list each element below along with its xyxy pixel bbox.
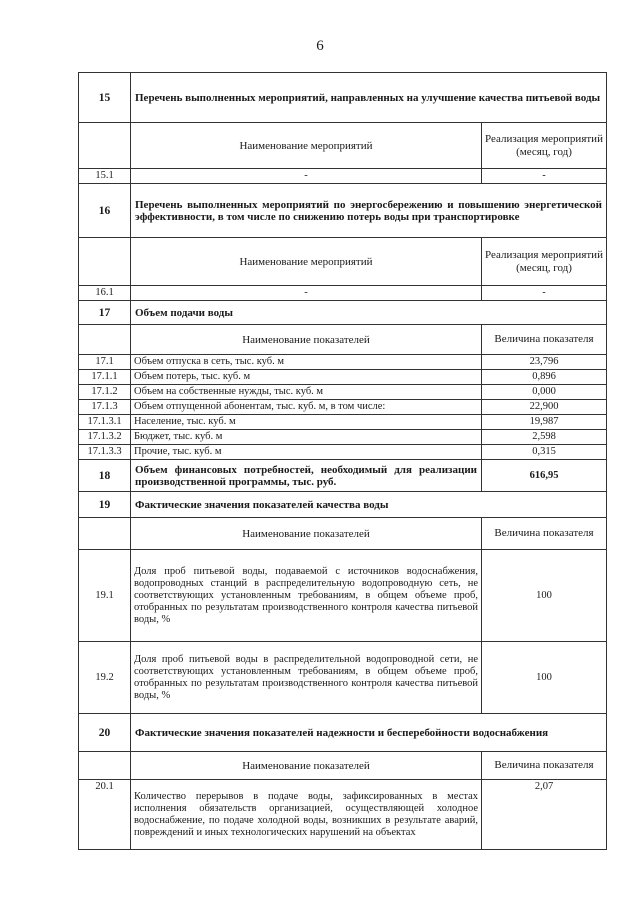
row-number: 17.1	[79, 355, 131, 370]
empty-cell	[79, 518, 131, 550]
empty-cell	[79, 752, 131, 780]
row-number: 15.1	[79, 169, 131, 184]
empty-cell	[79, 325, 131, 355]
section-15-number: 15	[79, 73, 131, 123]
section-20-column-header-row	[79, 752, 607, 780]
section-19-col-name: Наименование показателей	[131, 518, 482, 550]
section-19-header-row	[79, 492, 607, 518]
section-16-header-row	[79, 184, 607, 238]
section-19-column-header-row	[79, 518, 607, 550]
row-name: -	[131, 169, 482, 184]
section-19-title: Фактические значения показателей качества воды	[131, 492, 607, 518]
row-name: Бюджет, тыс. куб. м	[131, 430, 482, 445]
row-number: 20.1	[79, 780, 131, 850]
section-17-col-value: Величина показателя	[482, 325, 607, 355]
table-row	[79, 445, 607, 460]
section-17-column-header-row	[79, 325, 607, 355]
row-value: 2,07	[482, 780, 607, 850]
table-row	[79, 169, 607, 184]
row-name: Доля проб питьевой воды в распределительной водопроводной сети, не соответствующих установленным требованиям, в общем объеме проб, отобранных по результатам производственного контроля качества питьевой воды, %	[131, 642, 482, 714]
section-18-row	[79, 460, 607, 492]
table-row	[79, 400, 607, 415]
section-20-title: Фактические значения показателей надежности и бесперебойности водоснабжения	[131, 714, 607, 752]
row-name: Прочие, тыс. куб. м	[131, 445, 482, 460]
section-18-title: Объем финансовых потребностей, необходимый для реализации производственной программы, тыс. руб.	[131, 460, 482, 492]
table-row	[79, 780, 607, 850]
section-15-column-header-row	[79, 123, 607, 169]
section-20-header-row	[79, 714, 607, 752]
section-16-col-value: Реализация мероприятий (месяц, год)	[482, 238, 607, 286]
row-name: Объем отпуска в сеть, тыс. куб. м	[131, 355, 482, 370]
row-value: 22,900	[482, 400, 607, 415]
table-row	[79, 415, 607, 430]
section-15-title: Перечень выполненных мероприятий, направленных на улучшение качества питьевой воды	[131, 73, 607, 123]
section-16-number: 16	[79, 184, 131, 238]
row-value: -	[482, 169, 607, 184]
table-row	[79, 430, 607, 445]
section-16-col-name: Наименование мероприятий	[131, 238, 482, 286]
row-number: 16.1	[79, 286, 131, 301]
row-value: 0,896	[482, 370, 607, 385]
section-18-value: 616,95	[482, 460, 607, 492]
report-table	[78, 72, 607, 850]
table-row	[79, 355, 607, 370]
section-18-number: 18	[79, 460, 131, 492]
page-number: 6	[316, 38, 324, 54]
row-name: Количество перерывов в подаче воды, зафиксированных в местах исполнения обязательств организацией, осуществляющей холодное водоснабжение, по подаче холодной воды, возникших в результате аварий, повреждений и иных технологических нарушений на объектах	[131, 780, 482, 850]
section-17-col-name: Наименование показателей	[131, 325, 482, 355]
section-15-col-name: Наименование мероприятий	[131, 123, 482, 169]
row-value: 0,315	[482, 445, 607, 460]
empty-cell	[79, 238, 131, 286]
section-16-title: Перечень выполненных мероприятий по энергосбережению и повышению энергетической эффективности, в том числе по снижению потерь воды при транспортировке	[131, 184, 607, 238]
section-15-col-value: Реализация мероприятий (месяц, год)	[482, 123, 607, 169]
row-value: 100	[482, 550, 607, 642]
row-number: 17.1.3.3	[79, 445, 131, 460]
row-name: Население, тыс. куб. м	[131, 415, 482, 430]
row-value: 2,598	[482, 430, 607, 445]
row-name: -	[131, 286, 482, 301]
section-19-col-value: Величина показателя	[482, 518, 607, 550]
row-value: 19,987	[482, 415, 607, 430]
section-20-col-name: Наименование показателей	[131, 752, 482, 780]
row-value: 0,000	[482, 385, 607, 400]
row-value: 100	[482, 642, 607, 714]
section-20-number: 20	[79, 714, 131, 752]
row-value: -	[482, 286, 607, 301]
section-17-header-row	[79, 301, 607, 325]
section-19-number: 19	[79, 492, 131, 518]
table-row	[79, 385, 607, 400]
section-17-title: Объем подачи воды	[131, 301, 607, 325]
row-name: Объем отпущенной абонентам, тыс. куб. м, в том числе:	[131, 400, 482, 415]
row-name: Доля проб питьевой воды, подаваемой с источников водоснабжения, водопроводных станций в распределительную водопроводную сеть, не соответствующих установленным требованиям, в общем объеме проб, отобранных по результатам производственного контроля качества питьевой воды, %	[131, 550, 482, 642]
row-number: 17.1.3.1	[79, 415, 131, 430]
section-16-column-header-row	[79, 238, 607, 286]
row-number: 17.1.1	[79, 370, 131, 385]
table-row	[79, 550, 607, 642]
row-name: Объем потерь, тыс. куб. м	[131, 370, 482, 385]
row-number: 17.1.2	[79, 385, 131, 400]
section-20-col-value: Величина показателя	[482, 752, 607, 780]
row-number: 17.1.3	[79, 400, 131, 415]
row-name: Объем на собственные нужды, тыс. куб. м	[131, 385, 482, 400]
table-row	[79, 286, 607, 301]
section-17-number: 17	[79, 301, 131, 325]
table-row	[79, 642, 607, 714]
row-number: 19.2	[79, 642, 131, 714]
row-number: 17.1.3.2	[79, 430, 131, 445]
empty-cell	[79, 123, 131, 169]
section-15-header-row	[79, 73, 607, 123]
row-value: 23,796	[482, 355, 607, 370]
table-row	[79, 370, 607, 385]
row-number: 19.1	[79, 550, 131, 642]
